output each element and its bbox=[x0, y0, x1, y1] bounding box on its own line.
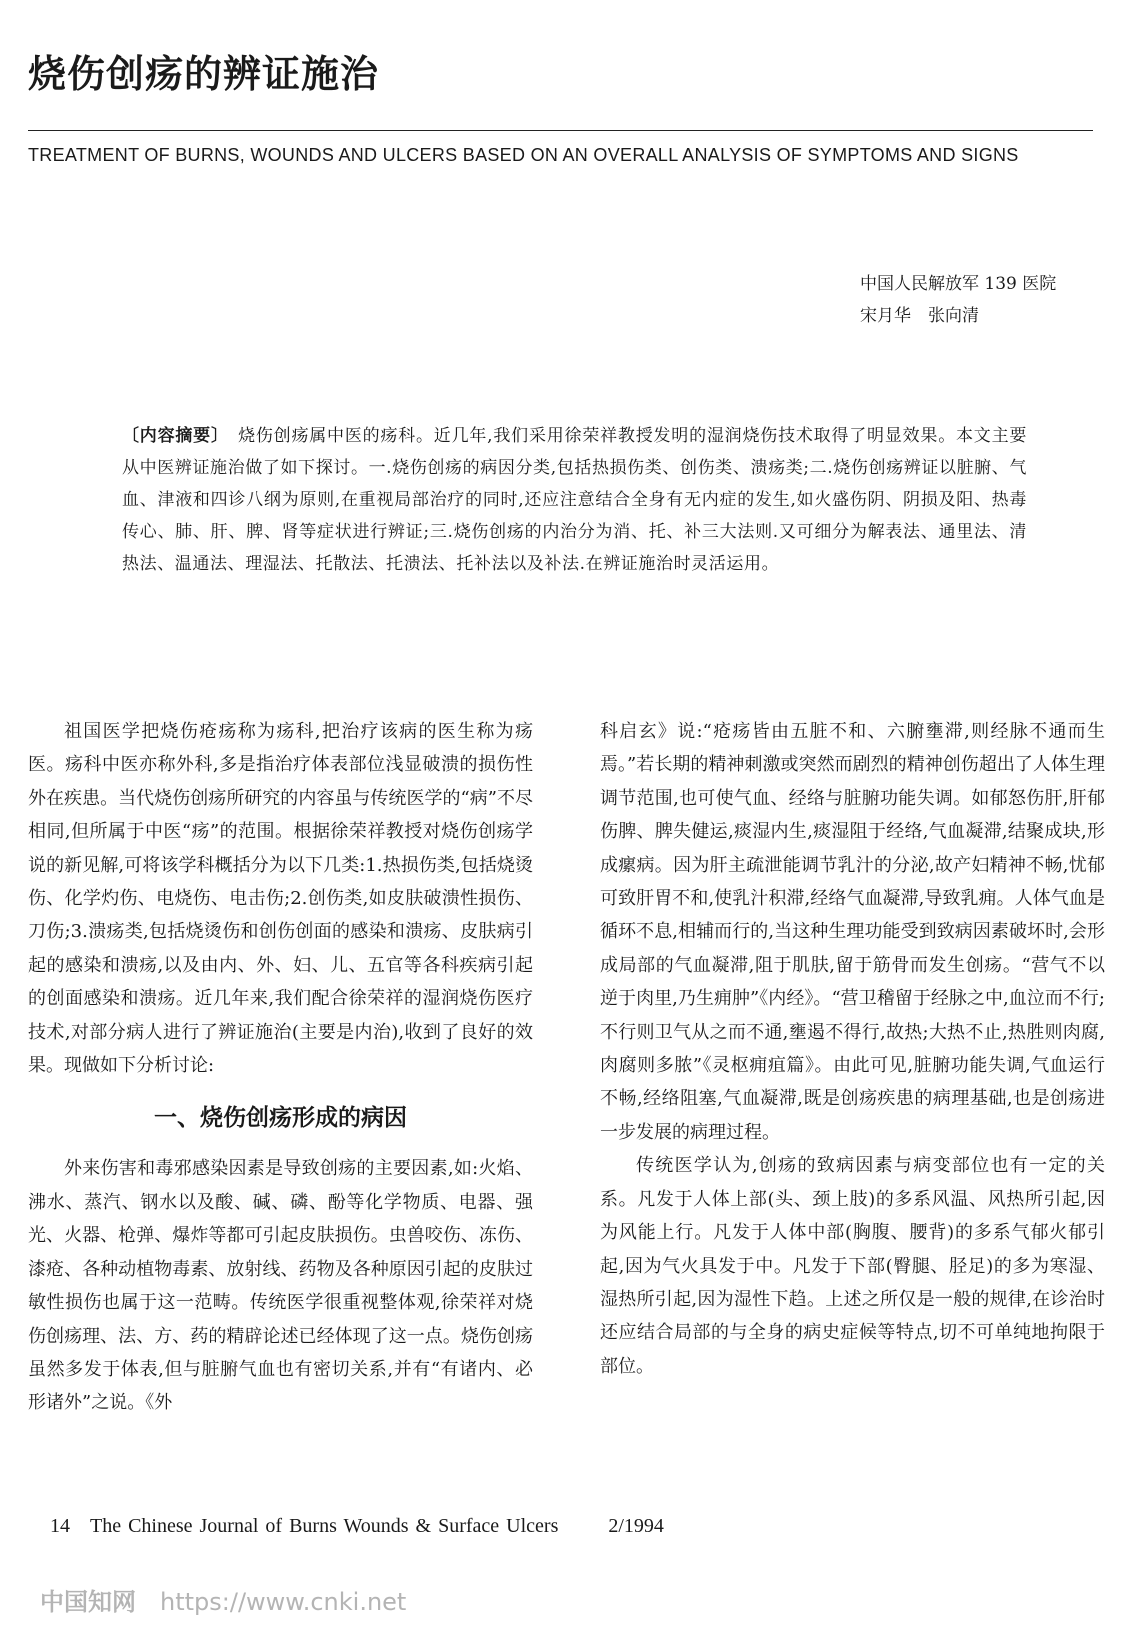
body-paragraph: 传统医学认为,创疡的致病因素与病变部位也有一定的关系。凡发于人体上部(头、颈上肢)的多系风温、风热所引起,因为风能上行。凡发于人体中部(胸腹、腰背)的多系气郁火郁引起,因为气火具发于中。凡发于下部(臀腿、胫足)的多为寒湿、湿热所引起,因为湿性下趋。上述之所仅是一般的规律,在诊治时还应结合局部的与全身的病史症候等特点,切不可单纯地拘限于部位。 bbox=[600, 1155, 1105, 1377]
article-title: 烧伤创疡的辨证施治 bbox=[28, 52, 380, 96]
authors: 宋月华 张向清 bbox=[860, 306, 979, 326]
page-number: 14 bbox=[50, 1515, 70, 1537]
page-footer bbox=[50, 1515, 664, 1538]
title-rule bbox=[28, 130, 1093, 131]
body-paragraph: 祖国医学把烧伤疮疡称为疡科,把治疗该病的医生称为疡医。疡科中医亦称外科,多是指治疗体表部位浅显破溃的损伤性外在疾患。当代烧伤创疡所研究的内容虽与传统医学的“病”不尽相同,但所属于中医“疡”的范围。根据徐荣祥教授对烧伤创疡学说的新见解,可将该学科概括分为以下几类:1.热损伤类,包括烧烫伤、化学灼伤、电烧伤、电击伤;2.创伤类,如皮肤破溃性损伤、刀伤;3.溃疡类,包括烧烫伤和创伤创面的感染和溃疡、皮肤病引起的感染和溃疡,以及由内、外、妇、儿、五官等各科疾病引起的创面感染和溃疡。近几年来,我们配合徐荣祥的湿润烧伤医疗技术,对部分病人进行了辨证施治(主要是内治),收到了良好的效果。现做如下分析讨论: bbox=[28, 721, 533, 1077]
english-title: TREATMENT OF BURNS, WOUNDS AND ULCERS BASED ON AN OVERALL ANALYSIS OF SYMPTOMS AND SIGNS bbox=[28, 145, 1019, 165]
affiliation: 中国人民解放军 139 医院 bbox=[860, 274, 1057, 294]
journal-issue: 2/1994 bbox=[608, 1515, 664, 1537]
abstract-label: 〔内容摘要〕 bbox=[122, 426, 221, 446]
journal-name: The Chinese Journal of Burns Wounds & Surface Ulcers bbox=[90, 1515, 559, 1537]
cnki-watermark bbox=[40, 1582, 406, 1617]
body-paragraph: 外来伤害和毒邪感染因素是导致创疡的主要因素,如:火焰、沸水、蒸汽、钢水以及酸、碱、磷、酚等化学物质、电器、强光、火器、枪弹、爆炸等都可引起皮肤损伤。虫兽咬伤、冻伤、漆疮、各种动植物毒素、放射线、药物及各种原因引起的皮肤过敏性损伤也属于这一范畴。传统医学很重视整体观,徐荣祥对烧伤创疡理、法、方、药的精辟论述已经体现了这一点。烧伤创疡虽然多发于体表,但与脏腑气血也有密切关系,并有“有诸内、必形诸外”之说。《外 bbox=[28, 1158, 533, 1414]
body-left-column bbox=[28, 715, 533, 1420]
body-right-column bbox=[600, 715, 1105, 1383]
section-heading: 一、烧伤创疡形成的病因 bbox=[154, 1105, 407, 1132]
author-block bbox=[860, 268, 1056, 332]
abstract bbox=[122, 420, 1027, 580]
body-paragraph: 科启玄》说:“疮疡皆由五脏不和、六腑壅滞,则经脉不通而生焉。”若长期的精神刺激或突然而剧烈的精神创伤超出了人体生理调节范围,也可使气血、经络与脏腑功能失调。如郁怒伤肝,肝郁伤脾、脾失健运,痰湿内生,痰湿阻于经络,气血凝滞,结聚成块,形成瘰病。因为肝主疏泄能调节乳汁的分泌,故产妇精神不畅,忧郁可致肝胃不和,使乳汁积滞,经络气血凝滞,导致乳痈。人体气血是循环不息,相辅而行的,当这种生理功能受到致病因素破坏时,会形成局部的气血凝滞,阻于肌肤,留于筋骨而发生创疡。“营气不以逆于肉里,乃生痈肿”《内经》。“营卫稽留于经脉之中,血泣而不行;不行则卫气从之而不通,壅遏不得行,故热;大热不止,热胜则肉腐,肉腐则多脓”《灵枢痈疽篇》。由此可见,脏腑功能失调,气血运行不畅,经络阻塞,气血凝滞,既是创疡疾患的病理基础,也是创疡进一步发展的病理过程。 bbox=[600, 721, 1105, 1143]
watermark-url: https://www.cnki.net bbox=[160, 1588, 407, 1616]
watermark-site-name: 中国知网 bbox=[40, 1588, 136, 1616]
abstract-text: 烧伤创疡属中医的疡科。近几年,我们采用徐荣祥教授发明的湿润烧伤技术取得了明显效果。本文主要从中医辨证施治做了如下探讨。一.烧伤创疡的病因分类,包括热损伤类、创伤类、溃疡类;二.烧伤创疡辨证以脏腑、气血、津液和四诊八纲为原则,在重视局部治疗的同时,还应注意结合全身有无内症的发生,如火盛伤阴、阴损及阳、热毒传心、肺、肝、脾、肾等症状进行辨证;三.烧伤创疡的内治分为消、托、补三大法则.又可细分为解表法、通里法、清热法、温通法、理湿法、托散法、托溃法、托补法以及补法.在辨证施治时灵活运用。 bbox=[122, 426, 1027, 574]
